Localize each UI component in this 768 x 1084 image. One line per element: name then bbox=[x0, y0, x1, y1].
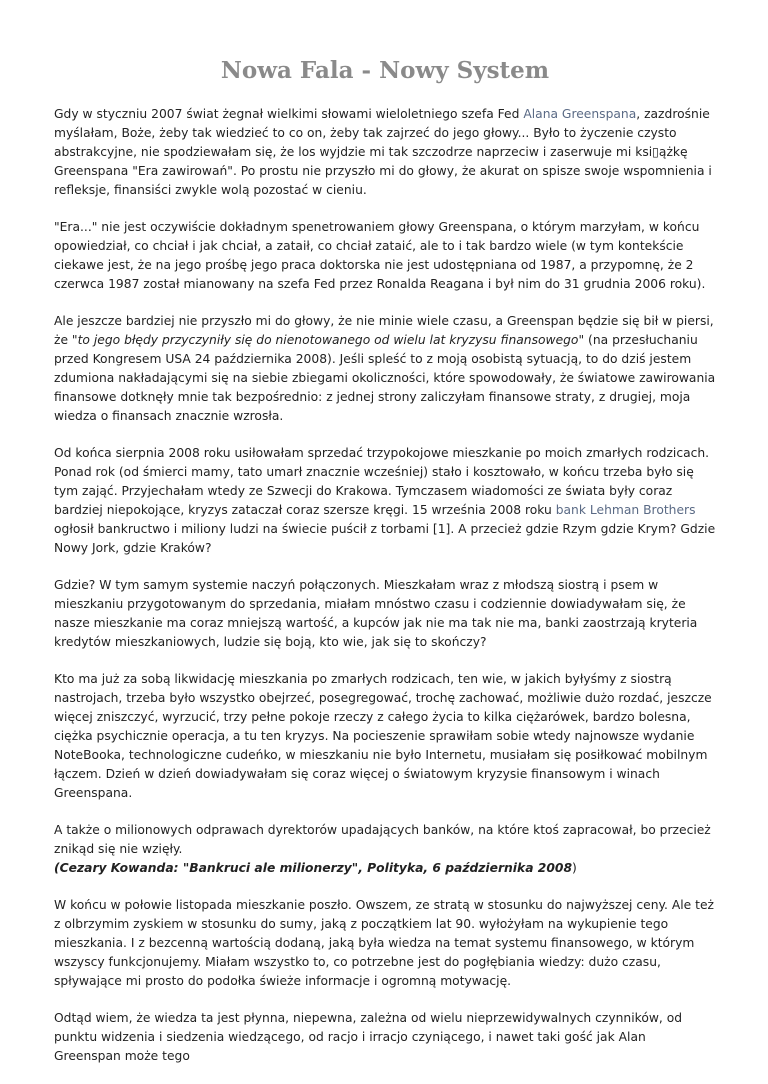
paragraph-9: Odtąd wiem, że wiedza ta jest płynna, niepewna, zależna od wielu nieprzewidywalnych czynników, od punktu widzenia i siedzenia wiedzącego, od racjo i irracjo czyniącego, i nawet taki gość jak Alan Greenspan może tego bbox=[54, 1011, 683, 1063]
paragraph-3-text-b: " (na przesłuchaniu przed Kongresem USA 24 października 2008). Jeśli spleść to z moją osobistą sytuacją, to do dziś jestem zdumiona nakładającymi się na siebie zbiegami okoliczności, które spowodowały, że światowe zawirowania finansowe dotknęły mnie tak bezpośrednio: z jednej strony zaliczyłam finansowe straty, z drugiej, moja wiedza o finansach znacznie wzrosła. bbox=[54, 333, 716, 423]
greenspan-link[interactable]: Alana Greenspana bbox=[523, 107, 637, 121]
document-page bbox=[54, 0, 716, 1084]
document-title: Nowa Fala - Nowy System bbox=[220, 57, 550, 84]
greenspan-quote: to jego błędy przyczyniły się do nienotowanego od wielu lat kryzysu finansowego bbox=[77, 333, 579, 347]
paragraph-4-text-b: ogłosił bankructwo i miliony ludzi na świecie puścił z torbami [1]. A przecież gdzie Rzym gdzie Krym? Gdzie Nowy Jork, gdzie Kraków? bbox=[54, 522, 716, 555]
paragraph-1 bbox=[54, 105, 716, 200]
paragraph-6: Kto ma już za sobą likwidację mieszkania po zmarłych rodzicach, ten wie, w jakich byłyśmy z siostrą nastrojach, trzeba było wszystko obejrzeć, posegregować, trochę zachować, możliwie dużo rozdać, jeszcze więcej zniszczyć, wyrzucić, trzy pełne pokoje rzeczy z całego życia to kilka ciężarówek, bardzo bolesna, ciężka psychicznie operacja, a tu ten kryzys. Na pocieszenie sprawiłam sobie wtedy najnowsze wydanie NoteBooka, technologiczne cudeńko, w mieszkaniu nie było Internetu, musiałam się posiłkować mobilnym łączem. Dzień w dzień dowiadywałam się coraz więcej o światowym kryzysie finansowym i winach Greenspana. bbox=[54, 672, 712, 800]
paragraph-1-text-b: , zazdrośnie myślałam, Boże, żeby tak wiedzieć to co on, żeby tak zajrzeć do jego głowy... Było to życzenie czysto abstrakcyjne, nie spodziewałam się, że los wyjdzie mi tak szczodrze naprzeciw i zaserwuje mi ksi▯ążkę Greenspana "Era zawirowań". Po prostu nie przyszło mi do głowy, że akurat on spisze swoje wspomnienia i refleksje, finansiści zwykle wolą pozostać w cieniu. bbox=[54, 107, 712, 197]
paragraph-4-text-a: Od końca sierpnia 2008 roku usiłowałam sprzedać trzypokojowe mieszkanie po moich zmarłych rodzicach. Ponad rok (od śmierci mamy, tato umarł znacznie wcześniej) stało i kosztowało, w końcu trzeba było się tym zająć. Przyjechałam wtedy ze Szwecji do Krakowa. Tymczasem wiadomości ze świata były coraz bardziej niepokojące, kryzys zataczał coraz szersze kręgi. 15 września 2008 roku bbox=[54, 446, 710, 517]
paragraph-4 bbox=[54, 444, 716, 558]
paragraph-3 bbox=[54, 312, 716, 426]
citation-close: ) bbox=[572, 861, 577, 875]
citation: (Cezary Kowanda: "Bankruci ale milionerzy", Polityka, 6 października 2008 bbox=[54, 861, 572, 875]
paragraph-2: "Era..." nie jest oczywiście dokładnym spenetrowaniem głowy Greenspana, o którym marzyłam, w końcu opowiedział, co chciał i jak chciał, a zataił, co chciał zataić, ale to i tak bardzo wiele (w tym kontekście ciekawe jest, że na jego prośbę jego praca doktorska nie jest udostępniana od 1987, a przypomnę, że 2 czerwca 1987 został mianowany na szefa Fed przez Ronalda Reagana i był nim do 31 grudnia 2006 roku). bbox=[54, 220, 706, 291]
paragraph-7 bbox=[54, 821, 716, 878]
paragraph-8: W końcu w połowie listopada mieszkanie poszło. Owszem, ze stratą w stosunku do najwyższej ceny. Ale też z olbrzymim zyskiem w stosunku do sumy, jaką z początkiem lat 90. wyłożyłam na wykupienie tego mieszkania. I z bezcenną wartością dodaną, jaką była wiedza na temat systemu finansowego, w którym wszyscy funkcjonujemy. Miałam wszystko to, co potrzebne jest do pogłębiania wiedzy: dużo czasu, spływające mi prosto do podołka świeże informacje i ogromną motywację. bbox=[54, 898, 714, 988]
paragraph-3-text-a: Ale jeszcze bardziej nie przyszło mi do głowy, że nie minie wiele czasu, a Greenspan będzie się bił w piersi, że " bbox=[54, 314, 714, 347]
paragraph-7-text: A także o milionowych odprawach dyrektorów upadających banków, na które ktoś zapracował, bo przecież znikąd się nie wzięły. bbox=[54, 823, 711, 856]
paragraph-1-text-a: Gdy w styczniu 2007 świat żegnał wielkimi słowami wieloletniego szefa Fed bbox=[54, 107, 524, 121]
paragraph-5: Gdzie? W tym samym systemie naczyń połączonych. Mieszkałam wraz z młodszą siostrą i psem w mieszkaniu przygotowanym do sprzedania, miałam mnóstwo czasu i codziennie dowiadywałam się, że nasze mieszkanie ma coraz mniejszą wartość, a kupców jak nie ma tak nie ma, banki zaostrzają kryteria kredytów mieszkaniowych, ludzie się boją, kto wie, jak się to skończy? bbox=[54, 578, 698, 649]
lehman-brothers-link[interactable]: bank Lehman Brothers bbox=[555, 503, 696, 517]
